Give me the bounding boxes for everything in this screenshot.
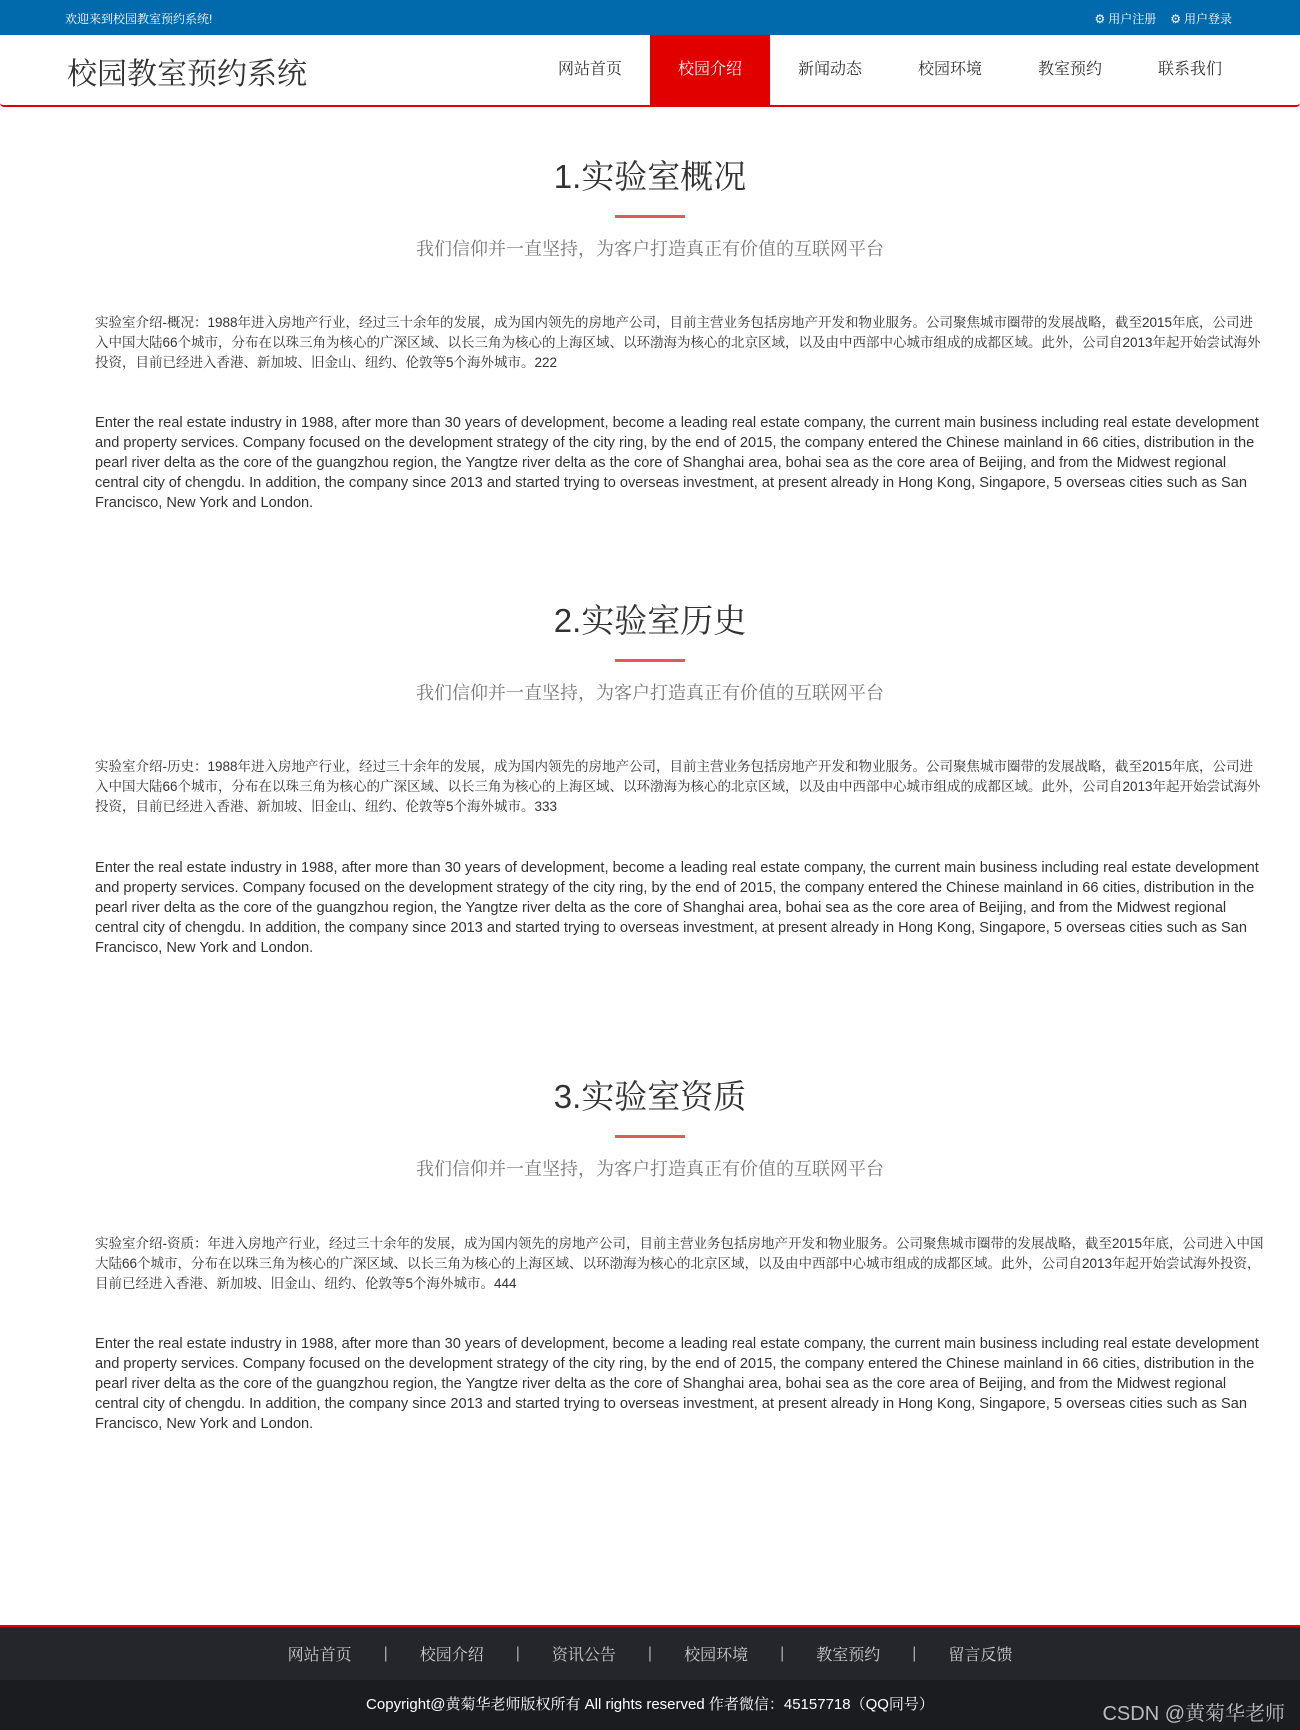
nav-news[interactable]: 新闻动态 (797, 61, 862, 78)
title-underline (615, 659, 685, 662)
english-paragraph: Enter the real estate industry in 1988, after more than 30 years of development, become a leading real estate company, the current main business including real estate development and property services. Company focused on the development strategy of the city ring, by the end of 2015, the company entered the Chinese mainland in 66 cities, distribution in the pearl river delta as the core of the guangzhou region, the Yangtze river delta as the core of Shanghai area, bohai sea as the core area of Beijing, and from the Midwest regional central city of chengdu. In addition, the company since 2013 and started trying to overseas investment, at present already in Hong Kong, Singapore, 5 overseas cities such as San Francisco, New York and London. (95, 1336, 1259, 1432)
separator: | (780, 1644, 785, 1662)
main-nav (530, 35, 1250, 105)
section-title: 3.实验室资质 (553, 1078, 747, 1115)
section-subtitle: 我们信仰并一直坚持，为客户打造真正有价值的互联网平台 (416, 1159, 884, 1179)
chinese-paragraph: 实验室介绍-资质：年进入房地产行业，经过三十余年的发展，成为国内领先的房地产公司，目前主营业务包括房地产开发和物业服务。公司聚焦城市圈带的发展战略，截至2015年底，公司进入中国大陆66个城市，分布在以珠三角为核心的广深区域、以长三角为核心的上海区域、以环渤海为核心的北京区域，以及由中西部中心城市组成的成都区域。此外，公司自2013年起开始尝试海外投资，目前已经进入香港、新加坡、旧金山、纽约、伦敦等5个海外城市。444 (95, 1236, 1264, 1291)
top-bar (0, 0, 1300, 35)
csdn-watermark: CSDN @黄菊华老师 (1102, 1703, 1285, 1725)
separator: | (647, 1644, 653, 1662)
header (0, 35, 1300, 107)
footer-link-notices[interactable]: 资讯公告 (551, 1647, 616, 1664)
nav-classroom-booking[interactable]: 教室预约 (1037, 61, 1102, 78)
nav-campus-intro[interactable]: 校园介绍 (650, 35, 770, 105)
nav-home[interactable]: 网站首页 (557, 61, 622, 78)
footer-nav (0, 1627, 1300, 1680)
user-icon: ⚙ (1170, 11, 1181, 26)
separator: | (383, 1644, 388, 1662)
english-paragraph: Enter the real estate industry in 1988, after more than 30 years of development, become a leading real estate company, the current main business including real estate development and property services. Company focused on the development strategy of the city ring, by the end of 2015, the company entered the Chinese mainland in 66 cities, distribution in the pearl river delta as the core of the guangzhou region, the Yangtze river delta as the core of Shanghai area, bohai sea as the core area of Beijing, and from the Midwest regional central city of chengdu. In addition, the company since 2013 and started trying to overseas investment, at present already in Hong Kong, Singapore, 5 overseas cities such as San Francisco, New York and London. (95, 860, 1259, 956)
section-qualification (0, 1077, 1300, 1432)
separator: | (515, 1644, 520, 1662)
title-underline (615, 1135, 685, 1138)
footer-link-intro[interactable]: 校园介绍 (419, 1647, 484, 1664)
footer-link-environment[interactable]: 校园环境 (684, 1647, 749, 1664)
site-logo[interactable]: 校园教室预约系统 (67, 58, 307, 91)
copyright-text: Copyright@黄菊华老师版权所有 All rights reserved 作者微信：45157718（QQ同号） (366, 1696, 934, 1713)
gear-icon: ⚙ (1094, 11, 1106, 26)
chinese-paragraph: 实验室介绍-历史：1988年进入房地产行业，经过三十余年的发展，成为国内领先的房地产公司，目前主营业务包括房地产开发和物业服务。公司聚焦城市圈带的发展战略，截至2015年底，公司进入中国大陆66个城市，分布在以珠三角为核心的广深区域、以长三角为核心的上海区域、以环渤海为核心的北京区域，以及由中西部中心城市组成的成都区域。此外，公司自2013年起开始尝试海外投资，目前已经进入香港、新加坡、旧金山、纽约、伦敦等5个海外城市。333 (95, 759, 1261, 814)
footer-link-home[interactable]: 网站首页 (287, 1647, 352, 1664)
register-link[interactable]: ⚙ 用户注册 (1094, 11, 1157, 26)
welcome-text: 欢迎来到校园教室预约系统! (65, 12, 213, 26)
nav-campus-environment[interactable]: 校园环境 (917, 61, 982, 78)
separator: | (912, 1644, 917, 1662)
title-underline (615, 215, 685, 218)
section-subtitle: 我们信仰并一直坚持，为客户打造真正有价值的互联网平台 (416, 239, 884, 259)
section-overview (0, 157, 1300, 511)
footer-link-booking[interactable]: 教室预约 (816, 1647, 881, 1664)
nav-contact[interactable]: 联系我们 (1157, 61, 1222, 78)
chinese-paragraph: 实验室介绍-概况：1988年进入房地产行业，经过三十余年的发展，成为国内领先的房地产公司，目前主营业务包括房地产开发和物业服务。公司聚焦城市圈带的发展战略，截至2015年底，公司进入中国大陆66个城市，分布在以珠三角为核心的广深区域、以长三角为核心的上海区域、以环渤海为核心的北京区域，以及由中西部中心城市组成的成都区域。此外，公司自2013年起开始尝试海外投资，目前已经进入香港、新加坡、旧金山、纽约、伦敦等5个海外城市。222 (95, 315, 1261, 370)
section-history (0, 601, 1300, 956)
footer-link-feedback[interactable]: 留言反馈 (948, 1647, 1013, 1664)
section-title: 2.实验室历史 (553, 602, 747, 639)
english-paragraph: Enter the real estate industry in 1988, after more than 30 years of development, become a leading real estate company, the current main business including real estate development and property services. Company focused on the development strategy of the city ring, by the end of 2015, the company entered the Chinese mainland in 66 cities, distribution in the pearl river delta as the core of the guangzhou region, the Yangtze river delta as the core of Shanghai area, bohai sea as the core area of Beijing, and from the Midwest regional central city of chengdu. In addition, the company since 2013 and started trying to overseas investment, at present already in Hong Kong, Singapore, 5 overseas cities such as San Francisco, New York and London. (95, 415, 1259, 511)
section-subtitle: 我们信仰并一直坚持，为客户打造真正有价值的互联网平台 (416, 683, 884, 703)
login-link[interactable]: ⚙ 用户登录 (1170, 11, 1232, 26)
section-title: 1.实验室概况 (553, 158, 747, 195)
